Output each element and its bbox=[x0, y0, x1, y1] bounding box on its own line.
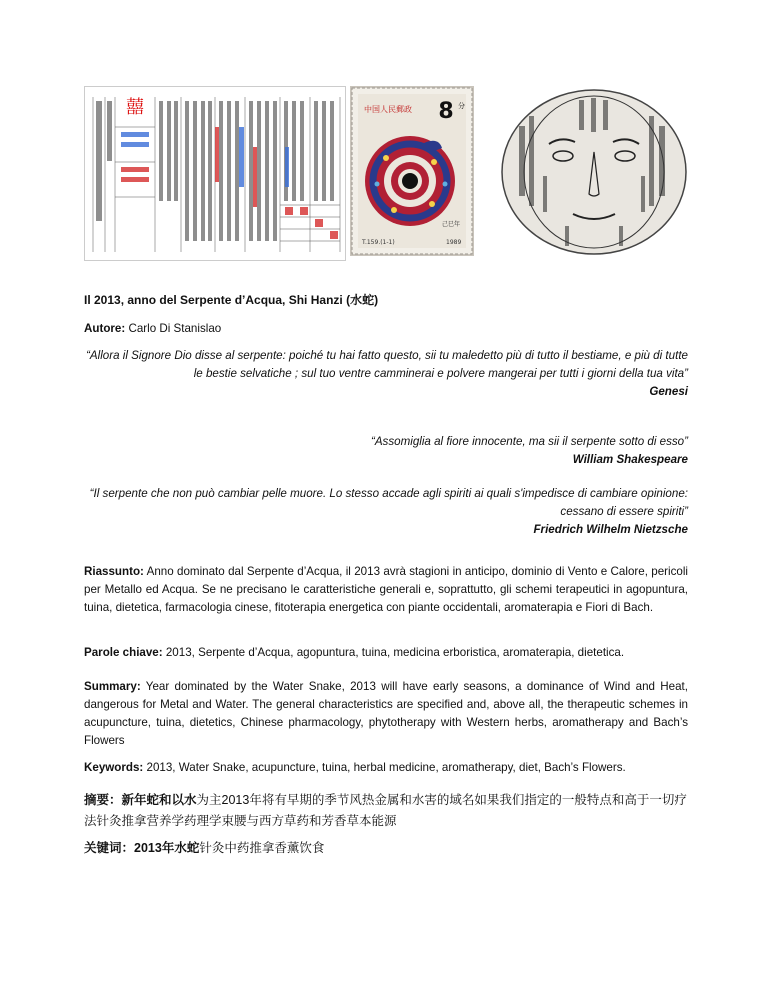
quote-source: Genesi bbox=[649, 385, 688, 398]
summary-english bbox=[84, 678, 688, 750]
abstract-text: Anno dominato dal Serpente d’Acqua, il 2013 avrà stagioni in anticipo, dominio di Vento e Calore, pericoli per Metallo ed Acqua. Se ne precisano le caratteristiche generali e, soprattutto, gli schemi terapeutici in agopuntura, tuina, dietetica, farmacologia cinese, fitoterapia energetica con piante occidentali, aromaterapia e Fiori di Bach. bbox=[84, 565, 688, 614]
stamp-caption-text: 己巳年 bbox=[442, 221, 461, 228]
snake-coil-graphic bbox=[365, 136, 455, 226]
cn-keywords-bold-text: 2013年水蛇 bbox=[134, 841, 200, 855]
stamp-year-text: 1989 bbox=[446, 239, 462, 246]
stamp-value-text: 8 bbox=[438, 99, 454, 124]
summary-text: Year dominated by the Water Snake, 2013 will have early seasons, a dominance of Wind and Heat, dangerous for Metal and Water. The general characteristics are specified and, above all, the therapeutic schemes in acupuncture, tuina, dietetics, Chinese pharmacology, phytotherapy with Western herbs, aromatherapy and Bach’s Flowers bbox=[84, 680, 688, 747]
abstract-italian bbox=[84, 563, 688, 617]
quote-text: “Il serpente che non può cambiar pelle muore. Lo stesso accade agli spiriti ai quali s'impedisce di cambiare opinione: cessano di essere spiriti” bbox=[89, 487, 688, 518]
cn-abstract-bold-text: 新年蛇和以水 bbox=[121, 793, 197, 807]
keywords-en-label: Keywords: bbox=[84, 761, 144, 774]
keywords-it-label: Parole chiave: bbox=[84, 646, 163, 659]
cn-keywords-text: 针灸中药推拿香薰饮食 bbox=[199, 841, 325, 855]
calendar-page-image bbox=[84, 86, 346, 261]
face-diagnosis-image bbox=[499, 86, 690, 256]
stamp-unit-text: 分 bbox=[458, 102, 465, 110]
keywords-italian bbox=[84, 644, 688, 662]
cn-keywords-label: 关键词： bbox=[84, 841, 135, 855]
quote-text: “Assomiglia al fiore innocente, ma sii il serpente sotto di esso” bbox=[370, 435, 688, 448]
quote-source: William Shakespeare bbox=[572, 453, 688, 466]
keywords-english bbox=[84, 759, 688, 777]
summary-label: Summary: bbox=[84, 680, 141, 693]
keywords-en-text: 2013, Water Snake, acupuncture, tuina, herbal medicine, aromatherapy, diet, Bach’s Flowers. bbox=[143, 761, 626, 774]
stamp-graphic bbox=[350, 86, 474, 256]
stamp-country-text: 中国人民郵政 bbox=[364, 105, 412, 114]
quote-text: “Allora il Signore Dio disse al serpente: poiché tu hai fatto questo, sii tu maledetto più di tutto il bestiame, e più di tutte le bestie selvatiche ; sul tuo ventre camminerai e polvere mangerai per tutti i giorni della tua vita” bbox=[86, 349, 688, 380]
keywords-chinese bbox=[84, 838, 688, 859]
cn-abstract-text: 为主2013年将有早期的季节风热金属和水害的域名如果我们指定的一般特点和高于一切疗法针灸推拿营养学药理学束腰与西方草药和芳香草本能源 bbox=[84, 793, 687, 828]
epigraph-quote-3 bbox=[84, 485, 688, 539]
author-name: Carlo Di Stanislao bbox=[125, 322, 222, 335]
double-happiness-glyph: 囍 bbox=[126, 97, 144, 118]
cn-abstract-label: 摘要： bbox=[84, 793, 122, 807]
quote-source: Friedrich Wilhelm Nietzsche bbox=[533, 523, 688, 536]
author-line bbox=[84, 320, 688, 338]
epigraph-quote-2 bbox=[84, 433, 688, 469]
author-label: Autore: bbox=[84, 322, 126, 335]
article-title: Il 2013, anno del Serpente d’Acqua, Shi Hanzi (水蛇) bbox=[84, 293, 379, 307]
keywords-it-text: 2013, Serpente d’Acqua, agopuntura, tuina, medicina erboristica, aromaterapia, dietetica. bbox=[162, 646, 625, 659]
calendar-grid-graphic bbox=[85, 87, 346, 261]
abstract-chinese bbox=[84, 790, 688, 832]
snake-stamp-image bbox=[350, 86, 474, 256]
face-map-graphic bbox=[499, 86, 690, 256]
epigraph-quote-1 bbox=[84, 347, 688, 401]
stamp-code-text: T.159.(1-1) bbox=[362, 239, 395, 246]
header-images bbox=[84, 86, 688, 261]
abstract-label: Riassunto: bbox=[84, 565, 144, 578]
